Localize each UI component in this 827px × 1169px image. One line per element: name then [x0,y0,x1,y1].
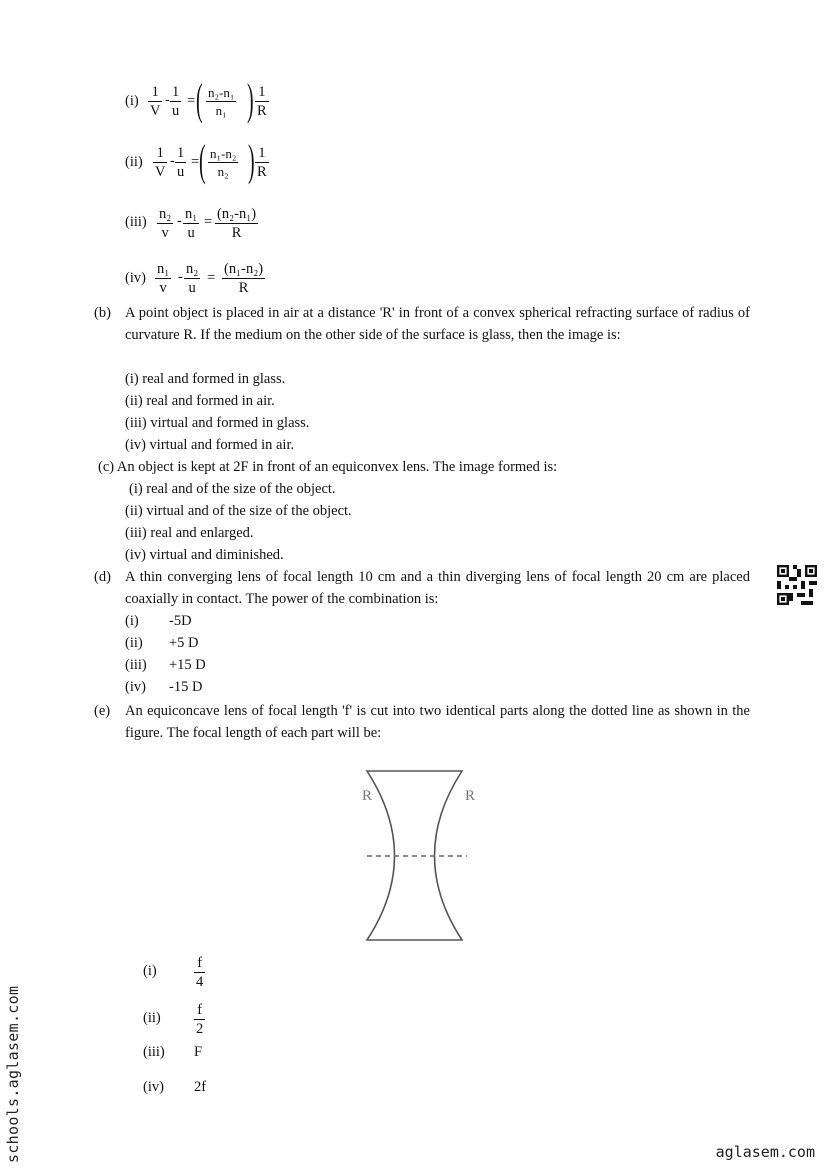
option-d-i-value: -5D [169,613,192,629]
option-b-i: (i) real and formed in glass. [125,371,286,387]
fraction: $\frac{1}{u}$ [177,145,185,180]
option-label: (iii) [125,214,147,230]
equiconcave-lens-figure [355,768,480,948]
qr-code-icon [777,565,817,605]
fraction: $\frac{\text{n₁}}{v}$ [157,261,170,296]
option-b-iii: (iii) virtual and formed in glass. [125,415,310,431]
lens-radius-label-left: R [362,788,373,804]
left-paren: ( [199,136,206,185]
fraction: $\frac{\text{(n₁-n₂)}}{R}$ [224,261,264,296]
option-d-i-label: (i) [125,613,139,629]
option-c-iv: (iv) virtual and diminished. [125,547,284,563]
left-paren: ( [196,75,203,124]
question-label-e: (e) [94,703,111,719]
lens-radius-label-right: R [465,788,476,804]
option-e-iii-value: F [194,1044,203,1060]
option-e-ii-fraction: $\frac{f}{2}$ [196,1002,204,1037]
option-e-i-fraction: $\frac{f}{4}$ [196,955,204,990]
option-e-ii-label: (ii) [143,1010,161,1026]
fraction: $\frac{1}{R}$ [257,145,267,180]
option-e-iv-label: (iv) [143,1079,164,1095]
question-label-b: (b) [94,305,111,321]
fraction: $\frac{1}{R}$ [257,84,267,119]
option-label: (ii) [125,154,143,170]
fraction: $\frac{1}{u}$ [172,84,180,119]
option-d-iv-label: (iv) [125,679,146,695]
option-d-iii-value: +15 D [169,657,206,673]
fraction: $\frac{\text{n₂-n₁}}{\text{n₁}}$ [208,85,235,118]
question-text-b: A point object is placed in air at a distance 'R' in front of a convex spherical refracting surface of radius of curvature R. If the medium on the other side of the surface is glass, then the image is: [125,305,750,343]
option-e-i-label: (i) [143,963,157,979]
option-label: (i) [125,93,139,109]
option-d-ii-label: (ii) [125,635,143,651]
option-c-iii: (iii) real and enlarged. [125,525,254,541]
fraction: $\frac{\text{(n₂-n₁)}}{R}$ [217,206,257,241]
right-paren: ) [248,136,255,185]
fraction: $\frac{\text{n₂}}{u}$ [186,261,199,296]
option-b-ii: (ii) real and formed in air. [125,393,275,409]
option-b-iv: (iv) virtual and formed in air. [125,437,295,453]
option-d-iii-label: (iii) [125,657,147,673]
option-c-ii: (ii) virtual and of the size of the object. [125,503,352,519]
question-label-d: (d) [94,569,111,585]
question-text-d: A thin converging lens of focal length 10 cm and a thin diverging lens of focal length 20 cm are placed coaxially in contact. The power of the combination is: [125,569,750,607]
option-c-i: (i) real and of the size of the object. [129,481,336,497]
fraction: $\frac{\text{n₁-n₂}}{\text{n₂}}$ [210,146,237,179]
question-text-e: An equiconcave lens of focal length 'f' is cut into two identical parts along the dotted line as shown in the figure. The focal length of each part will be: [125,703,750,741]
option-d-iv-value: -15 D [169,679,203,695]
fraction: $\frac{\text{n₁}}{u}$ [185,206,198,241]
watermark-right: aglasem.com [715,1143,815,1161]
option-e-iv-value: 2f [194,1079,207,1095]
watermark-left: schools.aglasem.com [4,985,22,1163]
fraction: $\frac{\text{n₂}}{v}$ [159,206,172,241]
fraction: $\frac{1}{V}$ [150,84,161,119]
fraction: $\frac{1}{V}$ [155,145,166,180]
option-e-iii-label: (iii) [143,1044,165,1060]
question-text-c: (c) An object is kept at 2F in front of an equiconvex lens. The image formed is: [98,459,558,475]
right-paren: ) [247,75,254,124]
option-label: (iv) [125,270,146,286]
option-d-ii-value: +5 D [169,635,199,651]
